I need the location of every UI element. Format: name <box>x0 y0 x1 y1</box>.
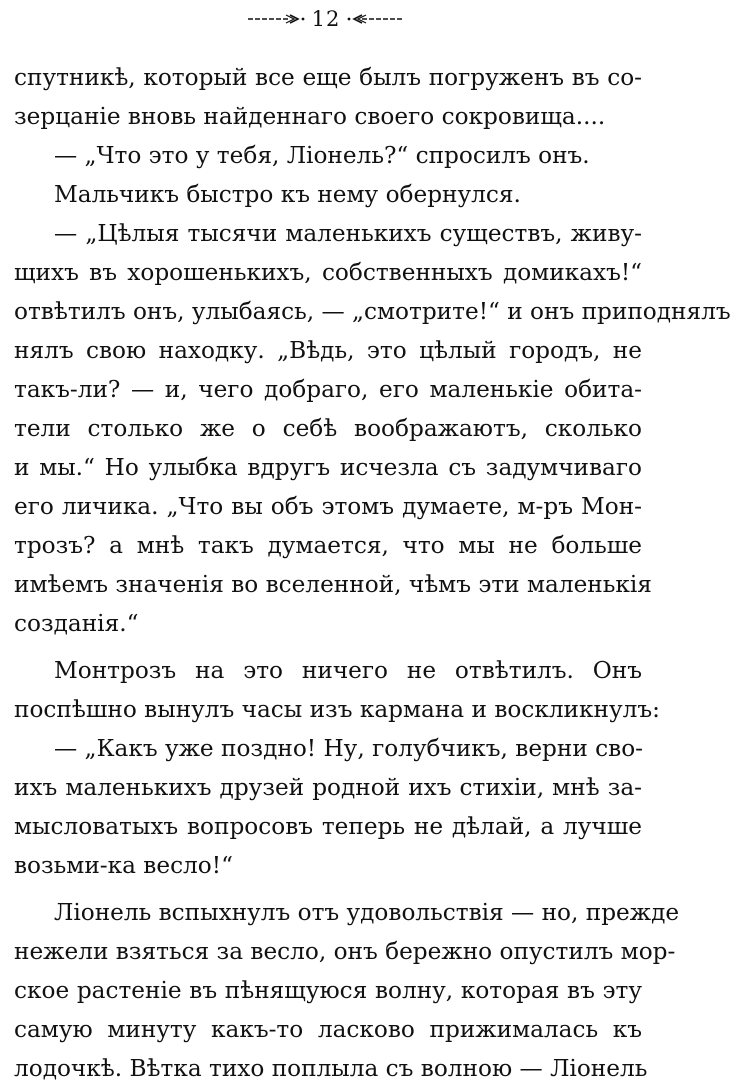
text-line: лодочкѣ. Вѣтка тихо поплыла съ волною — Ліонель <box>14 1055 648 1082</box>
text-line: Ліонель вспыхнулъ отъ удовольствія — но, прежде <box>54 899 680 926</box>
text-line: — „Цѣлыя тысячи маленькихъ существъ, живу- <box>54 220 642 247</box>
text-line: возьми-ка весло!“ <box>14 852 233 879</box>
text-line: Монтрозъ на это ничего не отвѣтилъ. Онъ <box>54 657 642 684</box>
text-line: поспѣшно вынулъ часы изъ кармана и воскликнулъ: <box>14 696 660 723</box>
text-line: мысловатыхъ вопросовъ теперь не дѣлай, а лучше <box>14 813 642 840</box>
text-line: имѣемъ значенія во вселенной, чѣмъ эти маленькія <box>14 571 652 598</box>
text-line: такъ-ли? — и, чего добраго, его маленькіе обита- <box>14 376 642 403</box>
text-line: ихъ маленькихъ друзей родной ихъ стихіи, мнѣ за- <box>14 774 642 801</box>
left-ornament-icon <box>246 12 306 26</box>
page-number: 12 <box>311 7 341 31</box>
text-line: Мальчикъ быстро къ нему обернулся. <box>54 181 521 208</box>
page-header <box>0 6 652 32</box>
text-line: — „Что это у тебя, Ліонель?“ спросилъ онъ. <box>54 142 590 169</box>
text-line: тели столько же о себѣ воображаютъ, сколько <box>14 415 642 442</box>
text-line: созданія.“ <box>14 610 139 637</box>
text-line: его личика. „Что вы объ этомъ думаете, м-ръ Мон- <box>14 493 642 520</box>
text-line: нялъ свою находку. „Вѣдь, это цѣлый городъ, не <box>14 337 642 364</box>
text-line: самую минуту какъ-то ласково прижималась къ <box>14 1016 642 1043</box>
text-line: и мы.“ Но улыбка вдругъ исчезла съ задумчиваго <box>14 454 642 481</box>
text-line: спутникѣ, который все еще былъ погруженъ въ со- <box>14 64 642 91</box>
text-line: — „Какъ уже поздно! Ну, голубчикъ, верни сво- <box>54 735 644 762</box>
text-line: ское растеніе въ пѣнящуюся волну, которая въ эту <box>14 977 642 1004</box>
text-line: трозъ? а мнѣ такъ думается, что мы не больше <box>14 532 642 559</box>
right-ornament-icon <box>346 12 406 26</box>
text-line: зерцаніе вновь найденнаго своего сокровища.... <box>14 103 606 130</box>
text-line: нежели взяться за весло, онъ бережно опустилъ мор- <box>14 938 676 965</box>
page-body <box>14 58 731 1088</box>
text-line: отвѣтилъ онъ, улыбаясь, — „смотрите!“ и онъ приподнялъ <box>14 298 731 325</box>
text-line: щихъ въ хорошенькихъ, собственныхъ домикахъ!“ <box>14 259 642 286</box>
